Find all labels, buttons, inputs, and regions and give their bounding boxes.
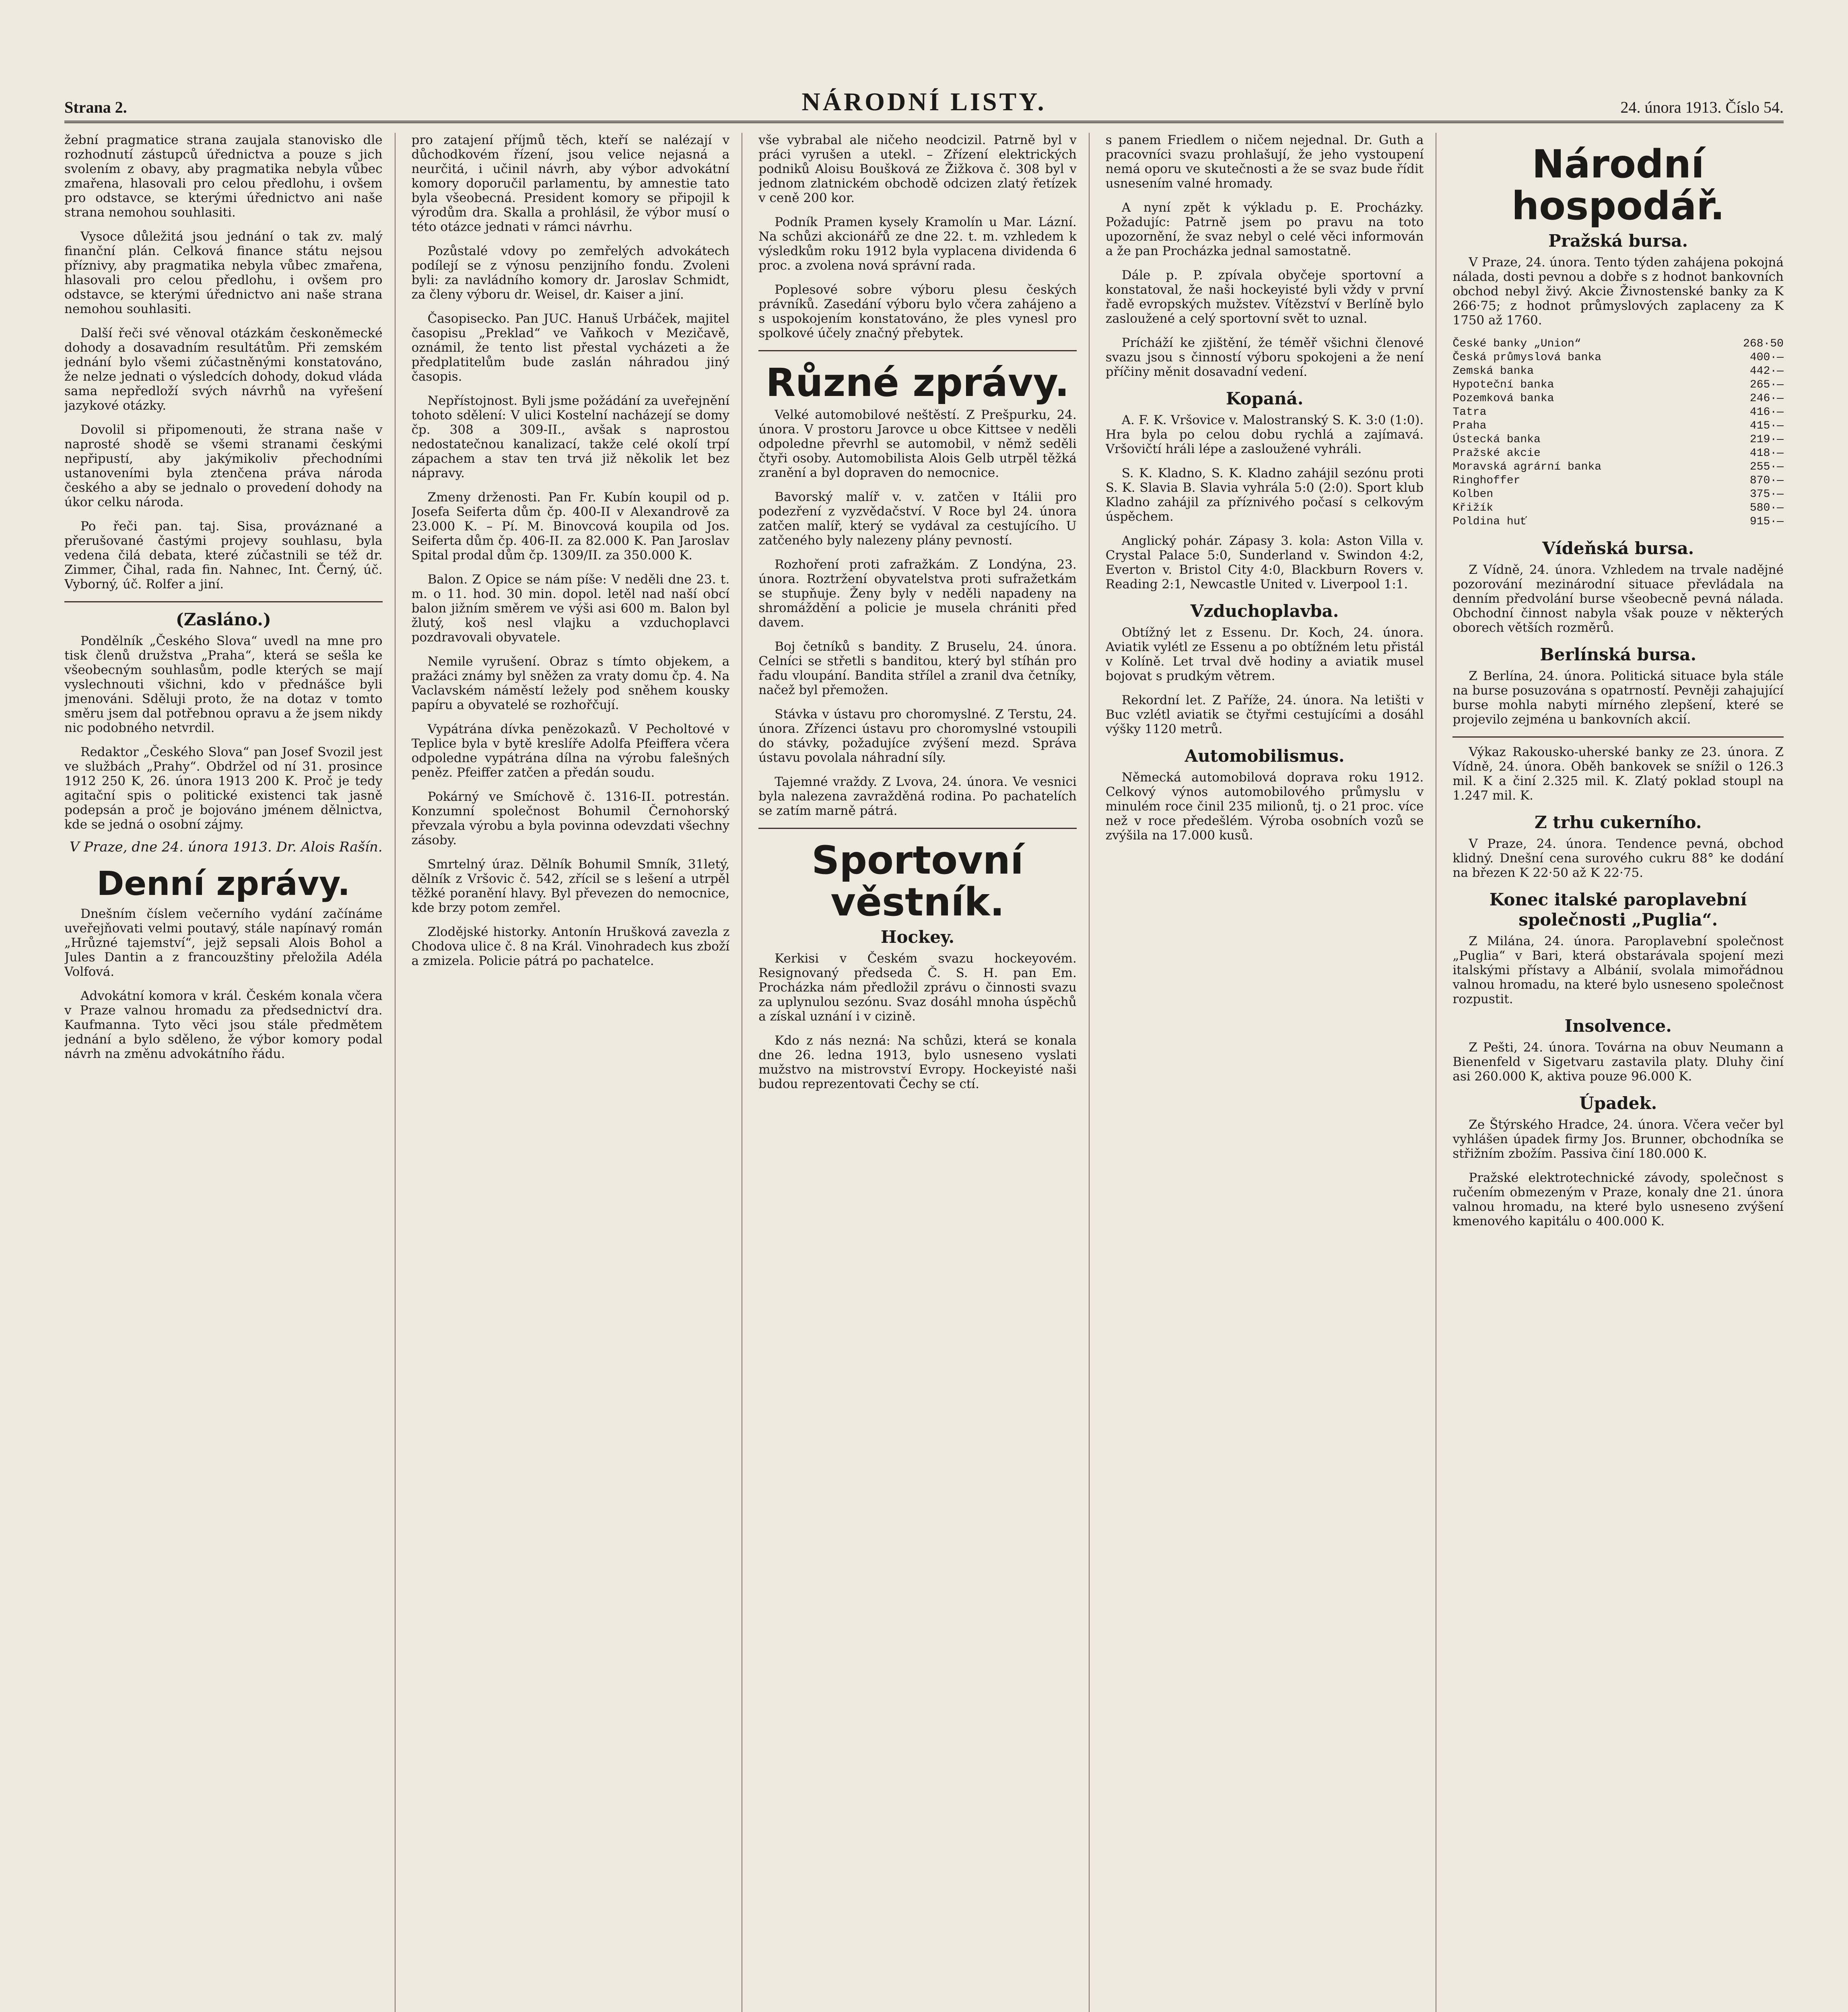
subhead-insolvence: Insolvence. <box>1564 1016 1672 1036</box>
article-paragraph: Podník Pramen kysely Kramolín u Mar. Lázní. Na schůzi akcionářů ze dne 22. t. m. vzhledem k výsledkům roku 1912 byla vyplacena dividenda 6 proc. a zvolena nová správní rada. <box>758 215 1077 273</box>
article-paragraph: Kerkisi v Českém svazu hockeyovém. Resignovaný předseda Č. S. H. pan Em. Procházka nám předložil zprávu o činnosti svazu za uplynulou sezónu. Svaz dosáhl mnoha úspěchů a získal uznání i v cizině. <box>758 951 1077 1024</box>
subhead-upadek: Úpadek. <box>1579 1093 1657 1113</box>
columns <box>64 133 1784 2012</box>
stock-row: Křižík 580·— <box>1452 502 1784 514</box>
page-number: Strana 2. <box>64 98 127 116</box>
section-narodni-hospodar: Národní hospodář. <box>1511 142 1725 229</box>
article-paragraph: Smrtelný úraz. Dělník Bohumil Smník, 31letý, dělník z Vršovic č. 542, zřícil se s lešení a utrpěl těžké poranění hlavy. Byl převezen do nemocnice, kde brzy potom zemřel. <box>411 857 730 915</box>
stock-row: Zemská banka 442·— <box>1452 365 1784 377</box>
stock-row: Česká průmyslová banka 400·— <box>1452 351 1784 364</box>
article-paragraph: s panem Friedlem o ničem nejednal. Dr. Guth a pracovníci svazu prohlašují, že jeho vystoupení nemá oporu ve skutečnosti a že se svaz bude řídit usnesením valné hromady. <box>1105 133 1424 191</box>
stock-row: Praha 415·— <box>1452 420 1784 432</box>
article-paragraph: Kdo z nás nezná: Na schůzi, která se konala dne 26. ledna 1913, bylo usneseno vyslati mužstvo na mistrovství Evropy. Hockeyisté naši budou reprezentovati Čechy se ctí. <box>758 1033 1077 1091</box>
article-paragraph: Nemile vyrušení. Obraz s tímto objekem, a pražáci známy byl sněžen za vraty domu čp. 4. Na Vaclavském náměstí ležely pod sněhem kousky papíru a obyvatelé se rozhořčují. <box>411 654 730 712</box>
article-paragraph: Bavorský malíř v. v. zatčen v Itálii pro podezření z vyzvědačství. V Roce byl 24. února zatčen malíř, který se vydával za cestujícího. U zatčeného byly nalezeny plány pevností. <box>758 490 1077 548</box>
subhead-puglia: Konec italské paroplavební společnosti „Puglia“. <box>1489 890 1747 930</box>
subhead-kopana: Kopaná. <box>1226 389 1304 408</box>
masthead-rule <box>64 121 1784 123</box>
article-paragraph: Pražské elektrotechnické závody, společnost s ručením obmezeným v Praze, konaly dne 21. února valnou hromadu, na které bylo usneseno zvýšení kmenového kapitálu o 400.000 K. <box>1452 1171 1784 1229</box>
issue-date: 24. února 1913. Číslo 54. <box>1620 98 1784 116</box>
article-paragraph: Balon. Z Opice se nám píše: V neděli dne 23. t. m. o 11. hod. 30 min. dopol. letěl nad naší obcí balon jižním směrem ve výši asi 600 m. Balon byl žlutý, koš nesl vlajku a vzduchoplavci pozdravovali obyvatele. <box>411 572 730 645</box>
article-paragraph: Rekordní let. Z Paříže, 24. února. Na letišti v Buc vzlétl aviatik se čtyřmi cestujícími a dosáhl výšky 1120 metrů. <box>1105 693 1424 736</box>
article-paragraph: pro zatajení příjmů těch, kteří se nalézají v důchodkovém řízení, jsou velice nejasná a neurčitá, i učinil návrh, aby výbor advokátní komory doporučil parlamentu, by amnestie tato byla všeobecná. President komory se připojil k výrodům dra. Skalla a prohlásil, že výbor musí o této otázce jednati v rámci návrhu. <box>411 133 730 234</box>
article-paragraph: vše vybrabal ale ničeho neodcizil. Patrně byl v práci vyrušen a utekl. – Zřízení elektrických podniků Aloisu Boušková ze Žižkova č. 308 byl v jednom zlatnickém obchodě odcizen zlatý řetízek v ceně 200 kor. <box>758 133 1077 205</box>
article-paragraph: Pondělník „Českého Slova“ uvedl na mne pro tisk členů družstva „Praha“, která se sešla ke všeobecným souhlasům, podle kterých se mají vyslechnouti všichni, kdo v přednášce byli jmenováni. Sděluji proto, že na dotaz v tomto směru jsem dal potřebnou opravu a že jsem nikdy nic podobného netvrdil. <box>64 634 383 735</box>
article-paragraph: Německá automobilová doprava roku 1912. Celkový výnos automobilového průmyslu v minulém roce činil 235 milionů, tj. o 21 proc. více než v roce předešlém. Výroba osobních vozů se zvýšila na 17.000 kusů. <box>1105 770 1424 843</box>
subhead-vzduchoplavba: Vzduchoplavba. <box>1190 601 1339 621</box>
article-paragraph: A nyní zpět k výkladu p. E. Procházky. Požadujíc: Patrně jsem po pravu na toto upozornění, že svaz nebyl o celé věci informován a že pan Procházka jednal samostatně. <box>1105 200 1424 258</box>
article-paragraph: Boj četníků s bandity. Z Bruselu, 24. února. Celníci se střetli s banditou, který byl stíhán pro řadu vloupání. Bandita střílel a zranil dva četníky, načež byl přemožen. <box>758 639 1077 697</box>
subhead-prazska-bursa: Pražská bursa. <box>1548 231 1688 251</box>
stock-row: Poldina huť 915·— <box>1452 515 1784 528</box>
divider <box>1452 736 1784 738</box>
divider <box>758 350 1077 351</box>
stock-row: Pozemková banka 246·— <box>1452 392 1784 405</box>
article-paragraph: S. K. Kladno, S. K. Kladno zahájil sezónu proti S. K. Slavia B. Slavia vyhrála 5:0 (2:0). Sport klub Kladno zahájil za příznivého počasí s celkovým úspěchem. <box>1105 466 1424 524</box>
article-paragraph: Nepřístojnost. Byli jsme požádání za uveřejnění tohoto sdělení: V ulici Kostelní nacházejí se domy čp. 308 a 309-II., avšak s naprostou nedostatečnou kanalizací, takže celé okolí trpí zápachem a stav ten trvá již několik let bez nápravy. <box>411 394 730 480</box>
article-paragraph: Z Pešti, 24. února. Továrna na obuv Neumann a Bienenfeld v Sigetvaru zastavila platy. Dluhy činí asi 260.000 K, aktiva pouze 96.000 K. <box>1452 1040 1784 1084</box>
article-paragraph: V Praze, 24. února. Tento týden zahájena pokojná nálada, dosti pevnou a dobře s z hodnot bankovních obchod nebyl živý. Akcie Živnostenské banky za K 266·75; z hodnot průmyslových zaplaceny za K 1750 až 1760. <box>1452 255 1784 328</box>
article-paragraph: Zlodějské historky. Antonín Hrušková zavezla z Chodova ulice č. 8 na Král. Vinohradech kus zboží a zmizela. Policie pátrá po pachatelce. <box>411 925 730 968</box>
article-paragraph: Pokárný ve Smíchově č. 1316-II. potrestán. Konzumní společnost Bohumil Černohorský převzala výrobu a byla povinna odevzdati všechny zásoby. <box>411 790 730 847</box>
column-3 <box>758 133 1090 2012</box>
article-paragraph: Z Vídně, 24. února. Vzhledem na trvale nadějné pozorování mezinárodní situace převládala na denním předvolání burse všeobecně pevná nálada. Obchodní činnost nabyla však pouze v některých oborech větších rozměrů. <box>1452 563 1784 635</box>
subhead-z-trhu-cukerniho: Z trhu cukerního. <box>1534 812 1702 832</box>
subhead-zaslano: (Zasláno.) <box>175 610 271 629</box>
article-paragraph: Zmeny drženosti. Pan Fr. Kubín koupil od p. Josefa Seiferta dům čp. 400-II v Alexandrově za 23.000 K. – Pí. M. Binovcová koupila od Jos. Seiferta dům čp. 406-II. za 82.000 K. Pan Jaroslav Spital prodal dům čp. 1309/II. za 350.000 K. <box>411 490 730 563</box>
stock-row: Pražské akcie 418·— <box>1452 447 1784 460</box>
article-paragraph: Advokátní komora v král. Českém konala včera v Praze valnou hromadu za předsednictví dra. Kaufmanna. Tyto věci jsou stále předmětem jednání a bylo sděleno, že výbor komory podal návrh na změnu advokátního řádu. <box>64 989 383 1061</box>
subhead-automobilismus: Automobilismus. <box>1185 746 1345 766</box>
stock-row: Ústecká banka 219·— <box>1452 433 1784 446</box>
subhead-berlinska-bursa: Berlínská bursa. <box>1540 645 1697 664</box>
stock-row: České banky „Union“ 268·50 <box>1452 338 1784 350</box>
article-paragraph: Dále p. P. zpívala obyčeje sportovní a konstatoval, že naši hockeyisté byli vždy v první řadě evropských mužstev. Vítězství v Berlíně bylo zasloužené a celý sportovní svět to uznal. <box>1105 268 1424 326</box>
article-paragraph: Časopisecko. Pan JUC. Hanuš Urbáček, majitel časopisu „Preklad“ ve Vaňkoch v Mezičavě, oznámil, že tento list přestal vycházeti a že předplatitelům bude zaslán náhradou jiný časopis. <box>411 311 730 384</box>
stock-row: Moravská agrární banka 255·— <box>1452 461 1784 473</box>
divider <box>64 601 383 602</box>
article-paragraph: Z Milána, 24. února. Paroplavební společnost „Puglia“ v Bari, která obstarávala spojení mezi italskými přístavy a Albánií, svolala mimořádnou valnou hromadu, na které bylo usneseno společnost rozpustit. <box>1452 934 1784 1006</box>
stock-row: Ringhoffer 870·— <box>1452 474 1784 487</box>
article-paragraph: Vysoce důležitá jsou jednání o tak zv. malý finanční plán. Celková finance státu nejsou příznivy, aby pragmatika nebyla vůbec zmařena, hlasovali pro celou předlohu, i ovšem pro odstavce, se kterými úřednictvo ani naše strana nemohou souhlasiti. <box>64 229 383 316</box>
article-paragraph: Po řeči pan. taj. Sisa, prováznané a přerušované častými projevy souhlasu, byla vedena čilá debata, které zúčastnili se též dr. Zimmer, Čihal, rada fin. Nahnec, Int. Černý, úč. Vyborný, úč. Rolfer a jiní. <box>64 519 383 592</box>
section-denni-zpravy: Denní zprávy. <box>97 865 350 903</box>
subhead-videnska-bursa: Vídeňská bursa. <box>1542 538 1694 558</box>
article-paragraph: Výkaz Rakousko-uherské banky ze 23. února. Z Vídně, 24. února. Oběh bankovek se snížil o 126.3 mil. K a činí 2.325 mil. K. Zlatý poklad stoupl na 1.247 mil. K. <box>1452 745 1784 803</box>
article-paragraph: Pozůstalé vdovy po zemřelých advokátech podílejí se z výnosu penzijního fondu. Zvoleni byli: za navládního komory dr. Jaroslav Schmidt, za členy výboru dr. Weisel, dr. Kaiser a jiní. <box>411 244 730 302</box>
article-paragraph: Dnešním číslem večerního vydání začínáme uveřejňovati velmi poutavý, stále napínavý román „Hrůzné tajemství“, jejž sepsali Alois Bohol a Jules Dantin a z francouzštiny přeložila Adéla Volfová. <box>64 907 383 979</box>
divider <box>758 828 1077 829</box>
article-paragraph: Obtížný let z Essenu. Dr. Koch, 24. února. Aviatik vylétl ze Essenu a po obtížném letu přistál v Kolíně. Let trval dvě hodiny a aviatik musel bojovat s prudkým větrem. <box>1105 625 1424 683</box>
article-paragraph: Stávka v ústavu pro choromyslné. Z Terstu, 24. února. Zřízenci ústavu pro choromyslné vstoupili do stávky, požadujíce zvýšení mezd. Správa ústavu povolala náhradní síly. <box>758 707 1077 765</box>
stock-table <box>1452 337 1784 529</box>
stock-row: Hypoteční banka 265·— <box>1452 379 1784 391</box>
article-paragraph: Další řeči své věnoval otázkám českoněmecké dohody a dosavadním resultátům. Při zemském jednání bylo všemi zúčastněnými konstatováno, že nelze jednati o výsledcích dohody, dokud vláda sama nepředloží svých návrhů na vyřešení jazykové otázky. <box>64 326 383 413</box>
column-5 <box>1452 133 1784 2012</box>
article-paragraph: Vypátrána dívka penězokazů. V Pecholtové v Teplice byla v bytě kreslíře Adolfa Pfeiffera včera odpoledne vypátrána dílna na výrobu falešných peněz. Pfeiffer zatčen a předán soudu. <box>411 722 730 780</box>
column-1 <box>64 133 396 2012</box>
article-paragraph: Z Berlína, 24. února. Politická situace byla stále na burse posuzována s opatrností. Pevněji zahajující burse mohla nabyti mírného zlepšení, které se projevilo zejména u bankovních akcií. <box>1452 669 1784 727</box>
newspaper-title: NÁRODNÍ LISTY. <box>801 87 1047 116</box>
article-paragraph: Dovolil si připomenouti, že strana naše v naprosté shodě se všemi stranami českými nepřipustí, aby jakýmikoliv přechodními ustanoveními byla ztenčena práva národa českého a aby se jednalo o provedení dohody na úkor celku národa. <box>64 423 383 509</box>
article-paragraph: Prícháží ke zjištění, že téměř všichni členové svazu jsou s činností výboru spokojeni a že není příčiny měnit dosavadní vedení. <box>1105 336 1424 379</box>
stock-row: Kolben 375·— <box>1452 488 1784 501</box>
article-paragraph: Ze Štýrského Hradce, 24. února. Včera večer byl vyhlášen úpadek firmy Jos. Brunner, obchodníka se střižním zbožím. Passiva činí 180.000 K. <box>1452 1117 1784 1161</box>
column-2 <box>412 133 743 2012</box>
stock-row: Tatra 416·— <box>1452 406 1784 418</box>
article-paragraph: Anglický pohár. Zápasy 3. kola: Aston Villa v. Crystal Palace 5:0, Sunderland v. Swindon 4:2, Everton v. Bristol City 4:0, Blackburn Rovers v. Reading 2:1, Newcastle United v. Liverpool 1:1. <box>1105 534 1424 592</box>
article-paragraph: Velké automobilové neštěstí. Z Prešpurku, 24. února. V prostoru Jarovce u obce Kittsee v neděli odpoledne převrhl se automobil, v němž seděli čtyři osoby. Automobilista Alois Gelb utrpěl těžká zranění a byl dopraven do nemocnice. <box>758 408 1077 480</box>
article-paragraph: Tajemné vraždy. Z Lvova, 24. února. Ve vesnici byla nalezena zavražděná rodina. Po pachatelích se zatím marně pátrá. <box>758 775 1077 818</box>
article-paragraph: A. F. K. Vršovice v. Malostranský S. K. 3:0 (1:0). Hra byla po celou dobu rychlá a zajímavá. Vršovičtí hráli lépe a zasloužené vyhráli. <box>1105 413 1424 456</box>
article-paragraph: žební pragmatice strana zaujala stanovisko dle rozhodnutí zástupců úřednictva a pouze s jich svolením z obavy, aby pragmatika nebyla vůbec zmařena, hlasovali pro celou předlohu, i ovšem pro odstavce, se kterými úřednictvo ani naše strana nemohou souhlasiti. <box>64 133 383 220</box>
signature: V Praze, dne 24. února 1913. Dr. Alois Rašín. <box>69 839 383 855</box>
article-paragraph: V Praze, 24. února. Tendence pevná, obchod klidný. Dnešní cena surového cukru 88° ke dodání na březen K 22·50 až K 22·75. <box>1452 837 1784 880</box>
section-ruzne-zpravy: Různé zprávy. <box>766 360 1069 405</box>
article-paragraph: Redaktor „Českého Slova“ pan Josef Svozil jest ve službách „Prahy“. Obdržel od ní 31. prosince 1912 250 K, 26. února 1913 200 K. Proč je tedy agitační spis o politické existenci tak jasně podepsán a proč je bojováno jménem dělnictva, kde se jedná o osobní zájmy. <box>64 745 383 832</box>
column-4 <box>1106 133 1437 2012</box>
subhead-hockey: Hockey. <box>880 927 955 947</box>
article-paragraph: Rozhoření proti zafražkám. Z Londýna, 23. února. Roztržení obyvatelstva proti sufražetkám se stupňuje. Ženy byly v neděli napadeny na shromáždění a policie je musela chrániti před davem. <box>758 557 1077 630</box>
masthead <box>64 80 1784 117</box>
section-sportovni-vestnik: Sportovní věstník. <box>812 838 1024 925</box>
article-paragraph: Poplesové sobre výboru plesu českých právníků. Zasedání výboru bylo včera zahájeno a s uspokojením konstatováno, že ples vynesl pro spolkové účely značný přebytek. <box>758 282 1077 340</box>
